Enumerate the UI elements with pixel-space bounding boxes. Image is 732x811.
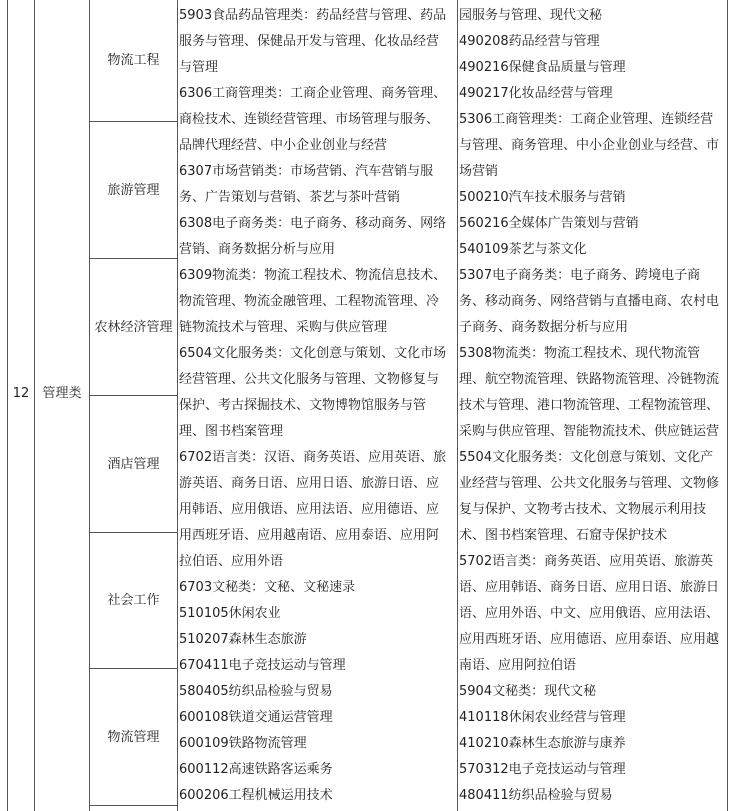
program-line: 与管理 [179,60,219,75]
program-line: 410118休闲农业经营与管理 [459,710,626,725]
program-line: 480411纺织品检验与贸易 [459,788,613,803]
program-line: 应用西班牙语、应用德语、应用泰语、应用越 [459,632,720,647]
program-line: 园服务与管理、现代文秘 [459,8,603,23]
program-line: 490217化妆品经营与管理 [459,86,613,101]
program-line: 务、移动商务、网络营销与直播电商、农村电 [459,294,720,309]
program-line: 术、图书档案管理、石窟寺保护技术 [459,528,668,543]
program-list-b [459,3,727,809]
program-line: 560216全媒体广告策划与营销 [459,216,639,231]
program-list-a [179,3,458,809]
program-line: 商检技术、连锁经营管理、市场管理与服务、 [179,112,440,127]
program-line: 物流管理、物流金融管理、工程物流管理、冷 [179,294,440,309]
program-line: 务、广告策划与营销、茶艺与茶叶营销 [179,190,401,205]
program-line: 5306工商管理类：工商企业管理、连锁经营 [459,112,714,127]
major-cell: 旅游管理 [107,182,160,198]
program-line: 5504文化服务类：文化创意与策划、文化产 [459,450,714,465]
program-line: 子商务、商务数据分析与应用 [459,320,629,335]
program-line: 拉伯语、应用外语 [179,554,284,569]
program-line: 5308物流类：物流工程技术、现代物流管 [459,346,701,361]
program-line: 用西班牙语、应用越南语、应用泰语、应用阿 [179,528,440,543]
program-line: 540109茶艺与茶文化 [459,242,587,257]
program-line: 600109铁路物流管理 [179,736,307,751]
program-line: 600108铁道交通运营管理 [179,710,333,725]
program-line: 6308电子商务类：电子商务、移动商务、网络 [179,216,447,231]
program-line: 技术与管理、港口物流管理、工程物流管理、 [459,398,720,413]
column-divider [177,0,178,811]
program-line: 场营销 [459,164,499,179]
program-line: 670411电子竞技运动与管理 [179,658,346,673]
program-line: 服务与管理、保健品开发与管理、化妆品经营 [179,34,440,49]
program-line: 复与保护、文物考古技术、文物展示利用技 [459,502,707,517]
program-line: 6702语言类：汉语、商务英语、应用英语、旅 [179,450,447,465]
program-line: 南语、应用阿拉伯语 [459,658,577,673]
program-line: 6504文化服务类：文化创意与策划、文化市场 [179,346,447,361]
program-line: 510105休闲农业 [179,606,281,621]
program-line: 品牌代理经营、中小企业创业与经营 [179,138,388,153]
program-line: 游英语、商务日语、应用日语、旅游日语、应 [179,476,440,491]
program-line: 510207森林生态旅游 [179,632,307,647]
program-line: 410210森林生态旅游与康养 [459,736,626,751]
row-number: 12 [12,385,30,401]
program-line: 5702语言类：商务英语、应用英语、旅游英 [459,554,714,569]
program-line: 采购与供应管理、智能物流技术、供应链运营 [459,424,720,439]
program-line: 语、应用外语、中文、应用俄语、应用法语、 [459,606,720,621]
program-line: 6307市场营销类：市场营销、汽车营销与服 [179,164,434,179]
program-line: 6703文秘类：文秘、文秘速录 [179,580,356,595]
program-line: 490208药品经营与管理 [459,34,600,49]
program-line: 5904文秘类：现代文秘 [459,684,597,699]
program-line: 业经营与管理、公共文化服务与管理、文物修 [459,476,720,491]
major-cell: 农林经济管理 [94,319,173,335]
program-line: 570312电子竞技运动与管理 [459,762,626,777]
program-line: 用韩语、应用俄语、应用法语、应用德语、应 [179,502,440,517]
program-line: 600206工程机械运用技术 [179,788,333,803]
program-line: 理、图书档案管理 [179,424,284,439]
program-line: 链物流技术与管理、采购与供应管理 [179,320,388,335]
major-cell: 社会工作 [107,593,160,608]
category-label: 管理类 [42,385,82,401]
program-line: 营销、商务数据分析与应用 [179,242,336,257]
major-cell: 物流工程 [107,53,160,68]
program-line: 5903食品药品管理类：药品经营与管理、药品 [179,8,447,23]
program-line: 600112高速铁路客运乘务 [179,762,333,777]
program-line: 490216保健食品质量与管理 [459,60,626,75]
program-line: 500210汽车技术服务与营销 [459,190,626,205]
row-divider [89,805,177,806]
program-line: 6306工商管理类：工商企业管理、商务管理、 [179,86,447,101]
program-line: 580405纺织品检验与贸易 [179,684,333,699]
program-line: 语、应用韩语、商务日语、应用日语、旅游日 [459,580,720,595]
program-line: 与管理、商务管理、中小企业创业与经营、市 [459,138,720,153]
program-line: 保护、考古探掘技术、文物博物馆服务与管 [179,398,427,413]
program-line: 经营管理、公共文化服务与管理、文物修复与 [179,372,440,387]
program-line: 5307电子商务类：电子商务、跨境电子商 [459,268,701,283]
major-cell: 酒店管理 [107,456,160,472]
program-line: 理、航空物流管理、铁路物流管理、冷链物流 [459,372,720,387]
major-cell: 物流管理 [107,729,160,745]
program-line: 6309物流类：物流工程技术、物流信息技术、 [179,268,447,283]
